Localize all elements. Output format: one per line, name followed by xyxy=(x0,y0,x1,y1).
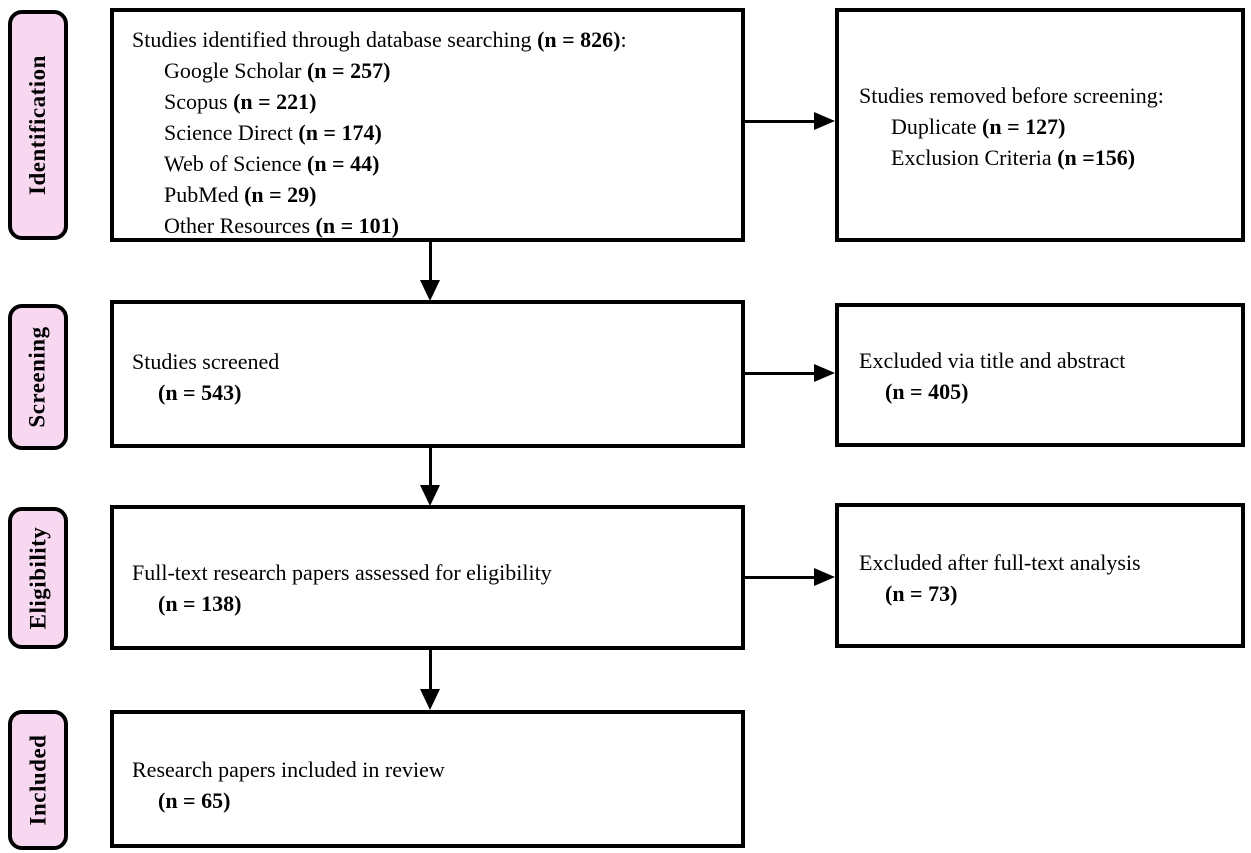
arrow-head-icon xyxy=(814,112,835,130)
stage-label-included xyxy=(8,710,68,850)
arrow-line-screening-to-eligibility xyxy=(429,448,432,486)
box-line: Other Resources (n = 101) xyxy=(164,213,399,238)
fulltext-assessed-box xyxy=(110,505,745,650)
box-line: (n = 73) xyxy=(885,581,958,606)
box-line: Scopus (n = 221) xyxy=(164,89,317,114)
box-line: Studies screened xyxy=(132,349,280,374)
box-line: Exclusion Criteria (n =156) xyxy=(891,145,1136,170)
box-line: Excluded via title and abstract xyxy=(859,348,1126,373)
box-line: Studies identified through database searching (n = 826): xyxy=(132,27,627,52)
box-line: Research papers included in review xyxy=(132,757,445,782)
stage-label-eligibility xyxy=(8,507,68,649)
arrow-line-eligibility-to-included xyxy=(429,650,432,690)
box-line: PubMed (n = 29) xyxy=(164,182,317,207)
excluded-fulltext-box xyxy=(835,503,1245,648)
box-line: (n = 65) xyxy=(158,788,231,813)
arrow-line-identification-to-removed xyxy=(745,120,817,123)
box-line: (n = 543) xyxy=(158,380,242,405)
stage-label-screening xyxy=(8,304,68,450)
box-line: Science Direct (n = 174) xyxy=(164,120,382,145)
box-line: (n = 405) xyxy=(885,379,969,404)
stage-label-text: Identification xyxy=(25,55,51,195)
arrow-line-eligibility-to-excluded xyxy=(745,576,817,579)
box-line: Duplicate (n = 127) xyxy=(891,114,1066,139)
arrow-line-identification-to-screening xyxy=(429,242,432,282)
stage-label-text: Eligibility xyxy=(25,526,51,630)
arrow-line-screening-to-excluded xyxy=(745,372,817,375)
identified-studies-box xyxy=(110,8,745,242)
box-line: Full-text research papers assessed for eligibility xyxy=(132,560,552,585)
box-line: Google Scholar (n = 257) xyxy=(164,58,391,83)
stage-label-text: Screening xyxy=(25,326,50,428)
box-line: Web of Science (n = 44) xyxy=(164,151,380,176)
studies-removed-box xyxy=(835,8,1245,242)
box-line: Studies removed before screening: xyxy=(859,83,1164,108)
box-line: (n = 138) xyxy=(158,591,242,616)
excluded-title-abstract-box xyxy=(835,303,1245,447)
arrow-head-icon xyxy=(420,280,440,301)
stage-label-identification xyxy=(8,10,68,240)
included-in-review-box xyxy=(110,710,745,848)
arrow-head-icon xyxy=(420,485,440,506)
studies-screened-box xyxy=(110,300,745,448)
arrow-head-icon xyxy=(420,689,440,710)
box-line: Excluded after full-text analysis xyxy=(859,550,1141,575)
arrow-head-icon xyxy=(814,364,835,382)
stage-label-text: Included xyxy=(25,734,50,826)
arrow-head-icon xyxy=(814,568,835,586)
